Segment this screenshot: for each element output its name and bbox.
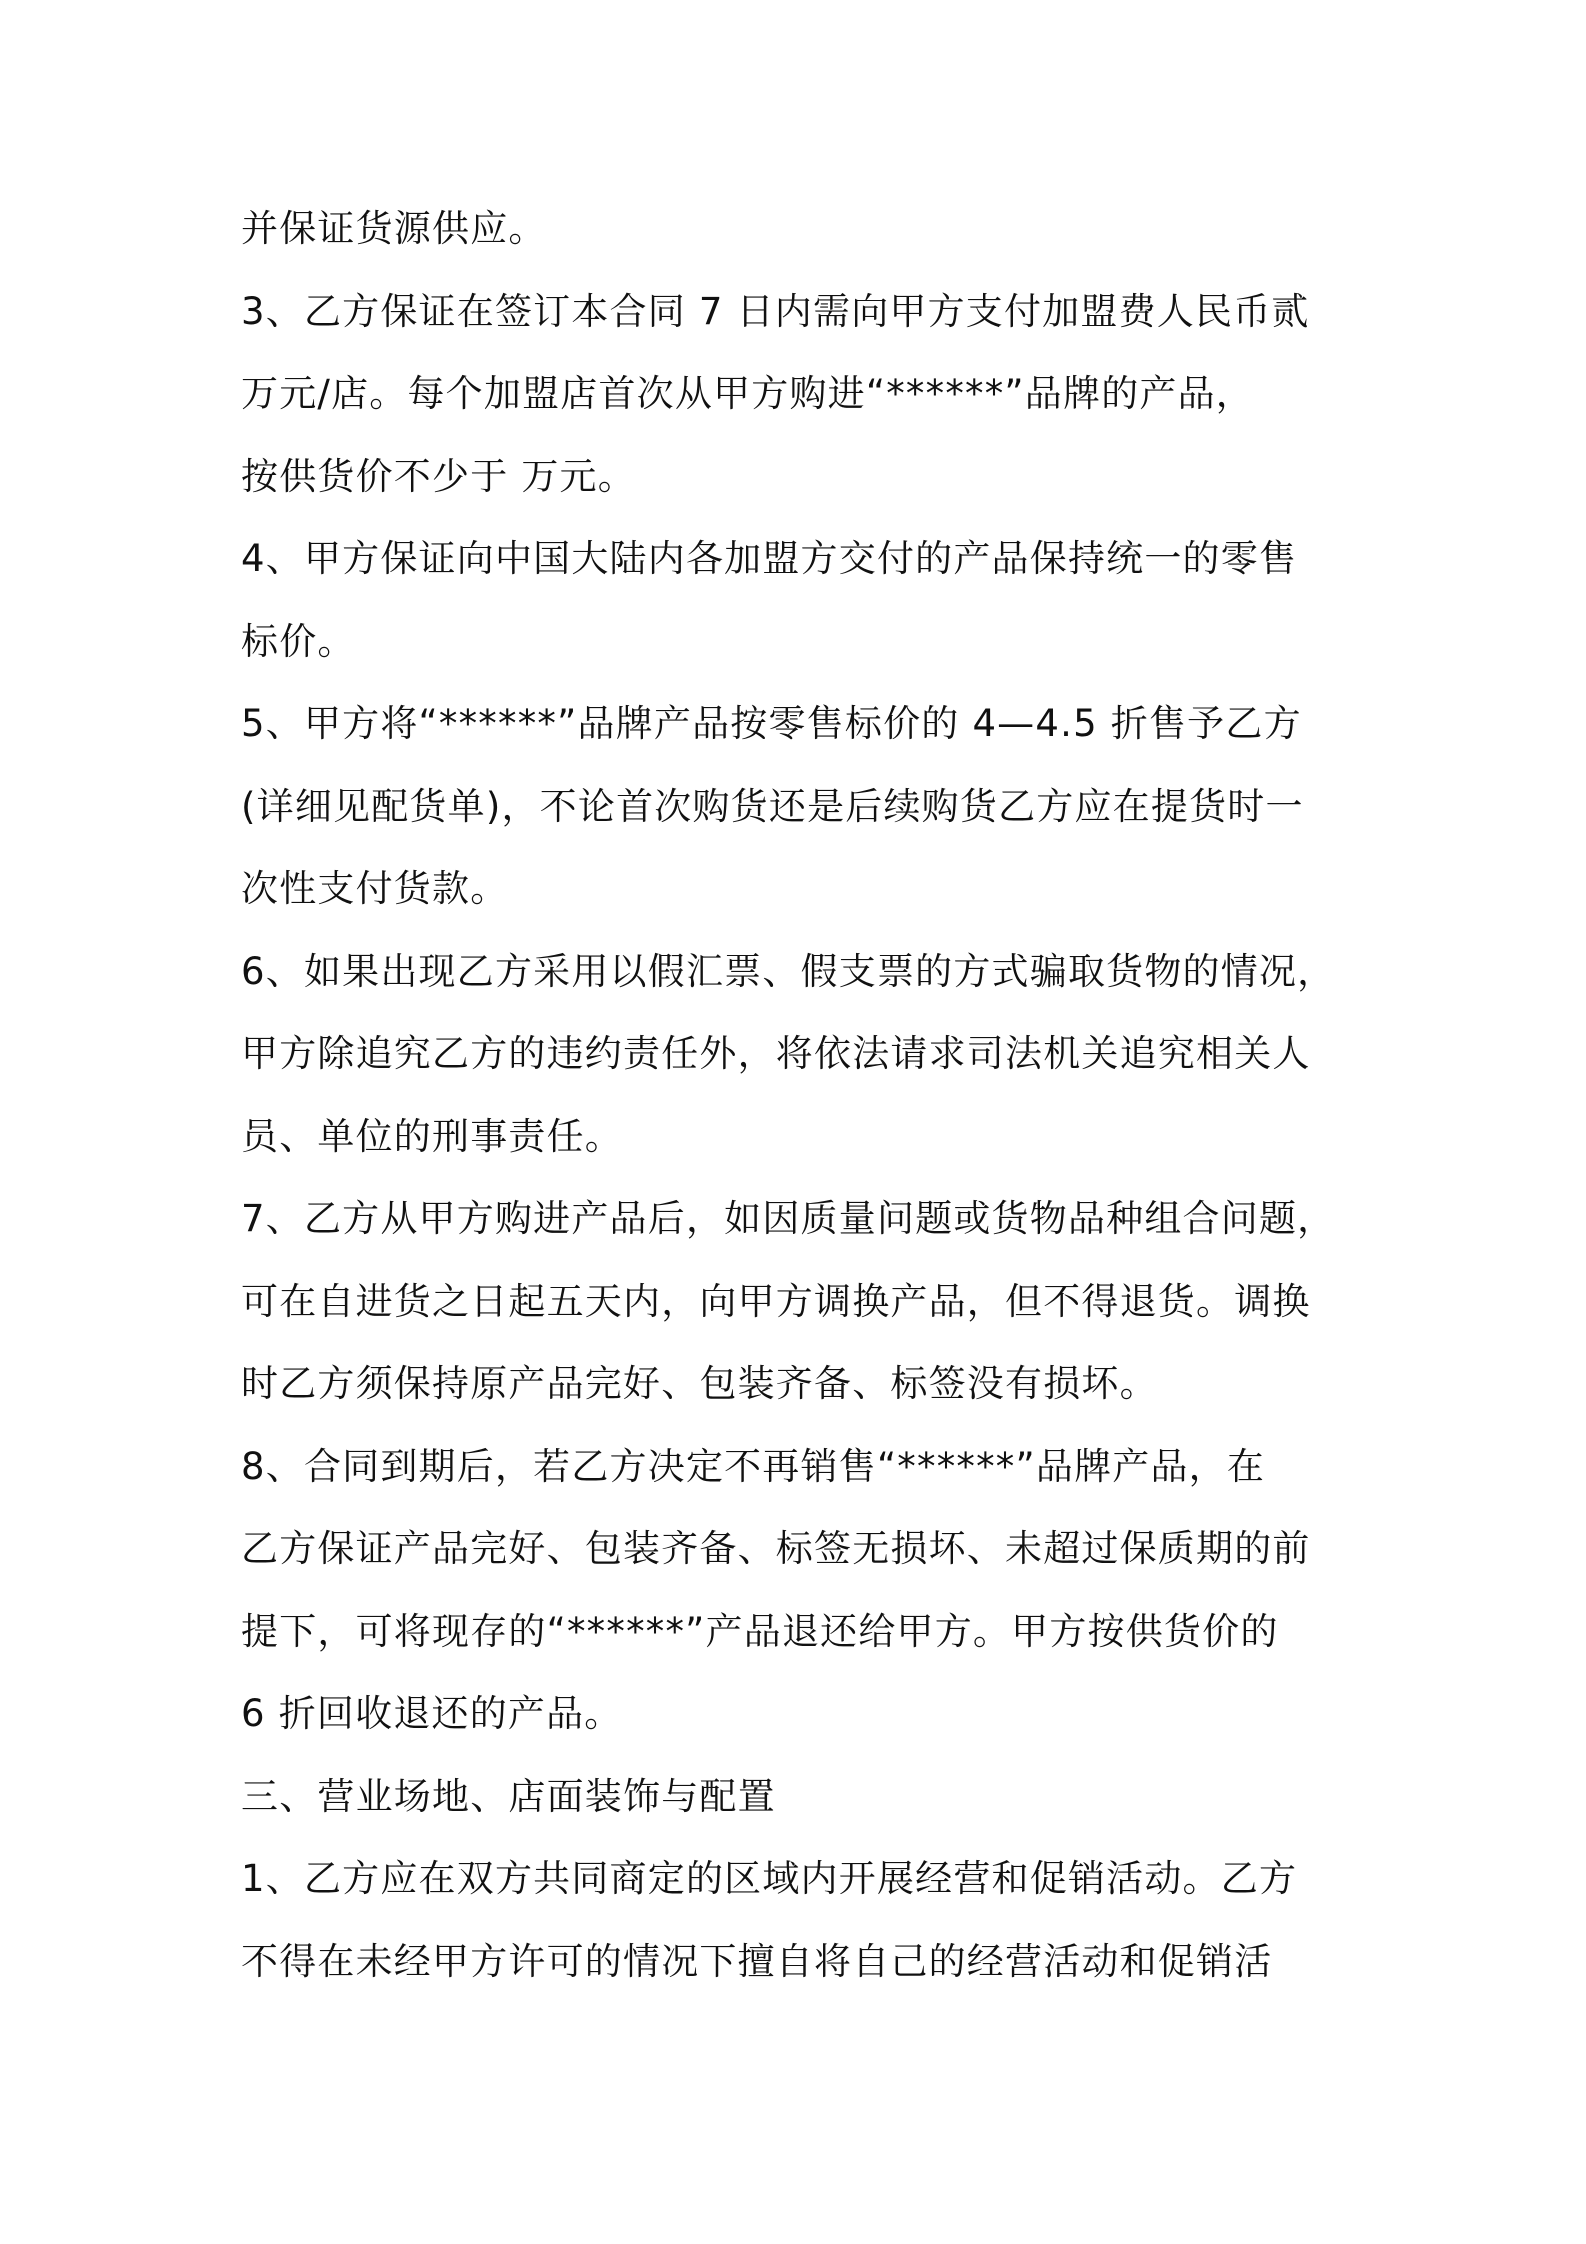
text-line: 时乙方须保持原产品完好、包装齐备、标签没有损坏。	[241, 1362, 1158, 1405]
text-line: 6 折回收退还的产品。	[241, 1692, 623, 1735]
text-line: 可在自进货之日起五天内，向甲方调换产品，但不得退货。调换	[241, 1279, 1311, 1323]
clause-4-line: 4、甲方保证向中国大陆内各加盟方交付的产品保持统一的零售	[241, 537, 1298, 580]
section-3-clause-1-line: 1、乙方应在双方共同商定的区域内开展经营和促销活动。乙方	[241, 1857, 1298, 1900]
text-line: (详细见配货单)，不论首次购货还是后续购货乙方应在提货时一	[241, 784, 1304, 828]
text-line: 甲方除追究乙方的违约责任外，将依法请求司法机关追究相关人	[241, 1032, 1311, 1075]
text-line: 提下，可将现存的“******”产品退还给甲方。甲方按供货价的	[241, 1609, 1279, 1653]
contract-body	[241, 188, 1371, 2003]
text-line: 不得在未经甲方许可的情况下擅自将自己的经营活动和促销活	[241, 1939, 1273, 1983]
clause-7-line: 7、乙方从甲方购进产品后，如因质量问题或货物品种组合问题，	[241, 1197, 1336, 1240]
text-line: 员、单位的刑事责任。	[241, 1114, 623, 1158]
text-line: 万元/店。每个加盟店首次从甲方购进“******”品牌的产品，	[241, 372, 1255, 415]
clause-3-line: 3、乙方保证在签订本合同 7 日内需向甲方支付加盟费人民币贰	[241, 289, 1310, 333]
text-line: 乙方保证产品完好、包装齐备、标签无损坏、未超过保质期的前	[241, 1527, 1311, 1570]
text-line: 标价。	[241, 619, 356, 663]
clause-6-line: 6、如果出现乙方采用以假汇票、假支票的方式骗取货物的情况，	[241, 949, 1336, 993]
section-heading: 三、营业场地、店面装饰与配置	[241, 1774, 776, 1818]
text-line: 次性支付货款。	[241, 867, 509, 910]
text-line: 按供货价不少于 万元。	[241, 454, 636, 498]
text-line: 并保证货源供应。	[241, 207, 547, 250]
clause-8-line: 8、合同到期后，若乙方决定不再销售“******”品牌产品，在	[241, 1444, 1266, 1488]
clause-5-line: 5、甲方将“******”品牌产品按零售标价的 4—4.5 折售予乙方	[241, 702, 1302, 745]
